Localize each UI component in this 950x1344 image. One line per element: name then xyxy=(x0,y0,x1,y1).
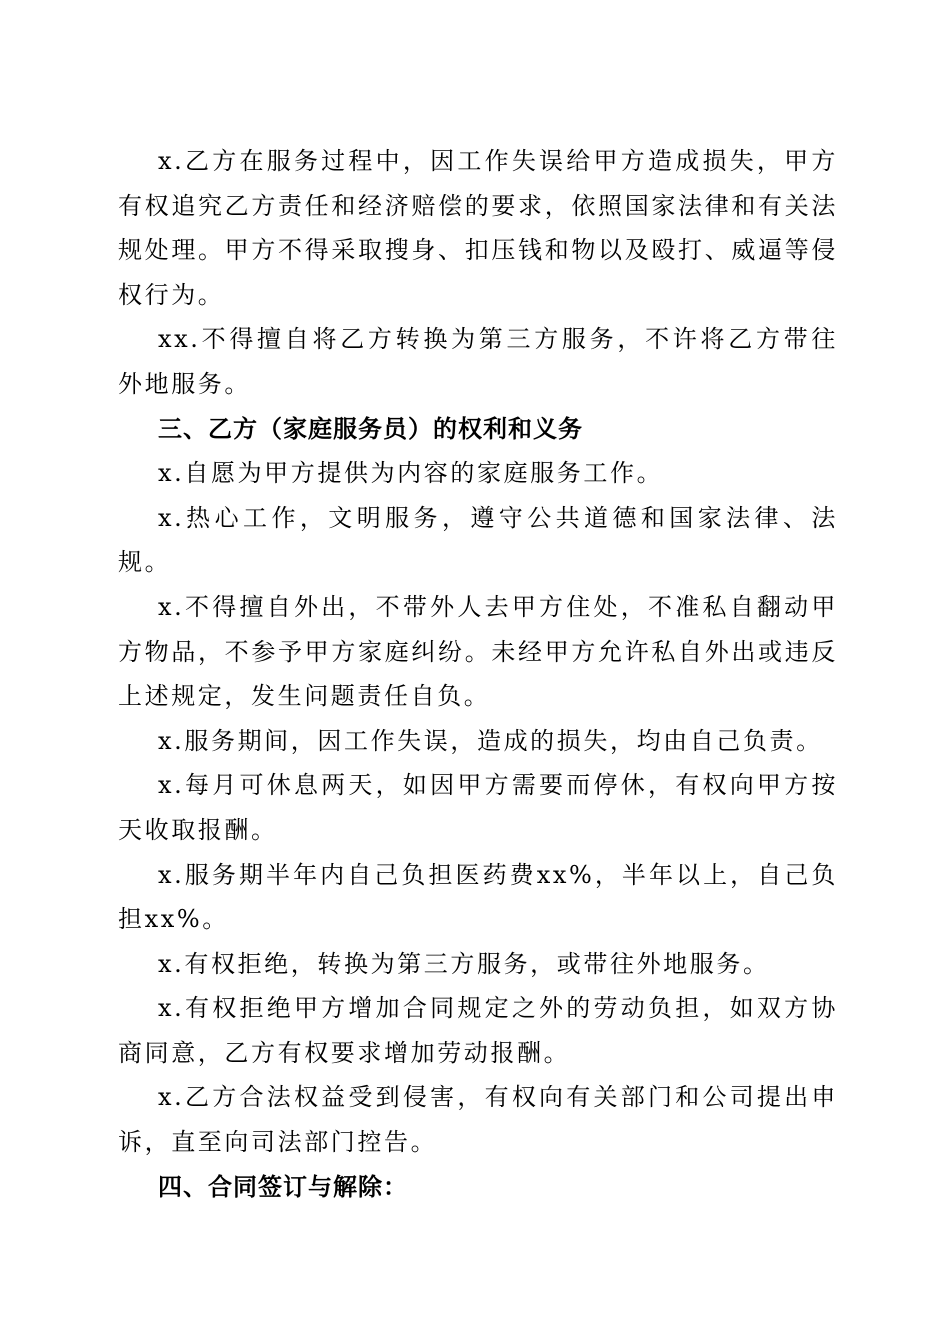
section-3-item: x.有权拒绝，转换为第三方服务，或带往外地服务。 xyxy=(158,949,770,978)
section-3-item: x.自愿为甲方提供为内容的家庭服务工作。 xyxy=(158,459,664,488)
section-3-heading: 三、乙方（家庭服务员）的权利和义务 xyxy=(158,414,583,443)
section-3-item: x.每月可休息两天，如因甲方需要而停休，有权向甲方按天收取报酬。 xyxy=(118,771,838,844)
section-3-item: x.有权拒绝甲方增加合同规定之外的劳动负担，如双方协商同意，乙方有权要求增加劳动报酬。 xyxy=(118,994,838,1067)
document-page xyxy=(118,139,838,1209)
section-3-item: x.不得擅自外出，不带外人去甲方住处，不准私自翻动甲方物品，不参予甲方家庭纠纷。未经甲方允许私自外出或违反上述规定，发生问题责任自负。 xyxy=(118,592,838,711)
section-3-item: x.乙方合法权益受到侵害，有权向有关部门和公司提出申诉，直至向司法部门控告。 xyxy=(118,1083,838,1157)
section-3-item: x.服务期半年内自己负担医药费xx%，半年以上，自己负担xx%。 xyxy=(118,860,838,934)
section-4-heading: 四、合同签订与解除： xyxy=(158,1172,408,1201)
section-3-item: x.热心工作，文明服务，遵守公共道德和国家法律、法规。 xyxy=(118,503,838,577)
paragraph-no-transfer: xx.不得擅自将乙方转换为第三方服务，不许将乙方带往外地服务。 xyxy=(118,325,838,398)
section-3-item: x.服务期间，因工作失误，造成的损失，均由自己负责。 xyxy=(158,726,823,755)
paragraph-employer-liability: x.乙方在服务过程中，因工作失误给甲方造成损失，甲方有权追究乙方责任和经济赔偿的要求，依照国家法律和有关法规处理。甲方不得采取搜身、扣压钱和物以及殴打、威逼等侵权行为。 xyxy=(118,147,838,309)
